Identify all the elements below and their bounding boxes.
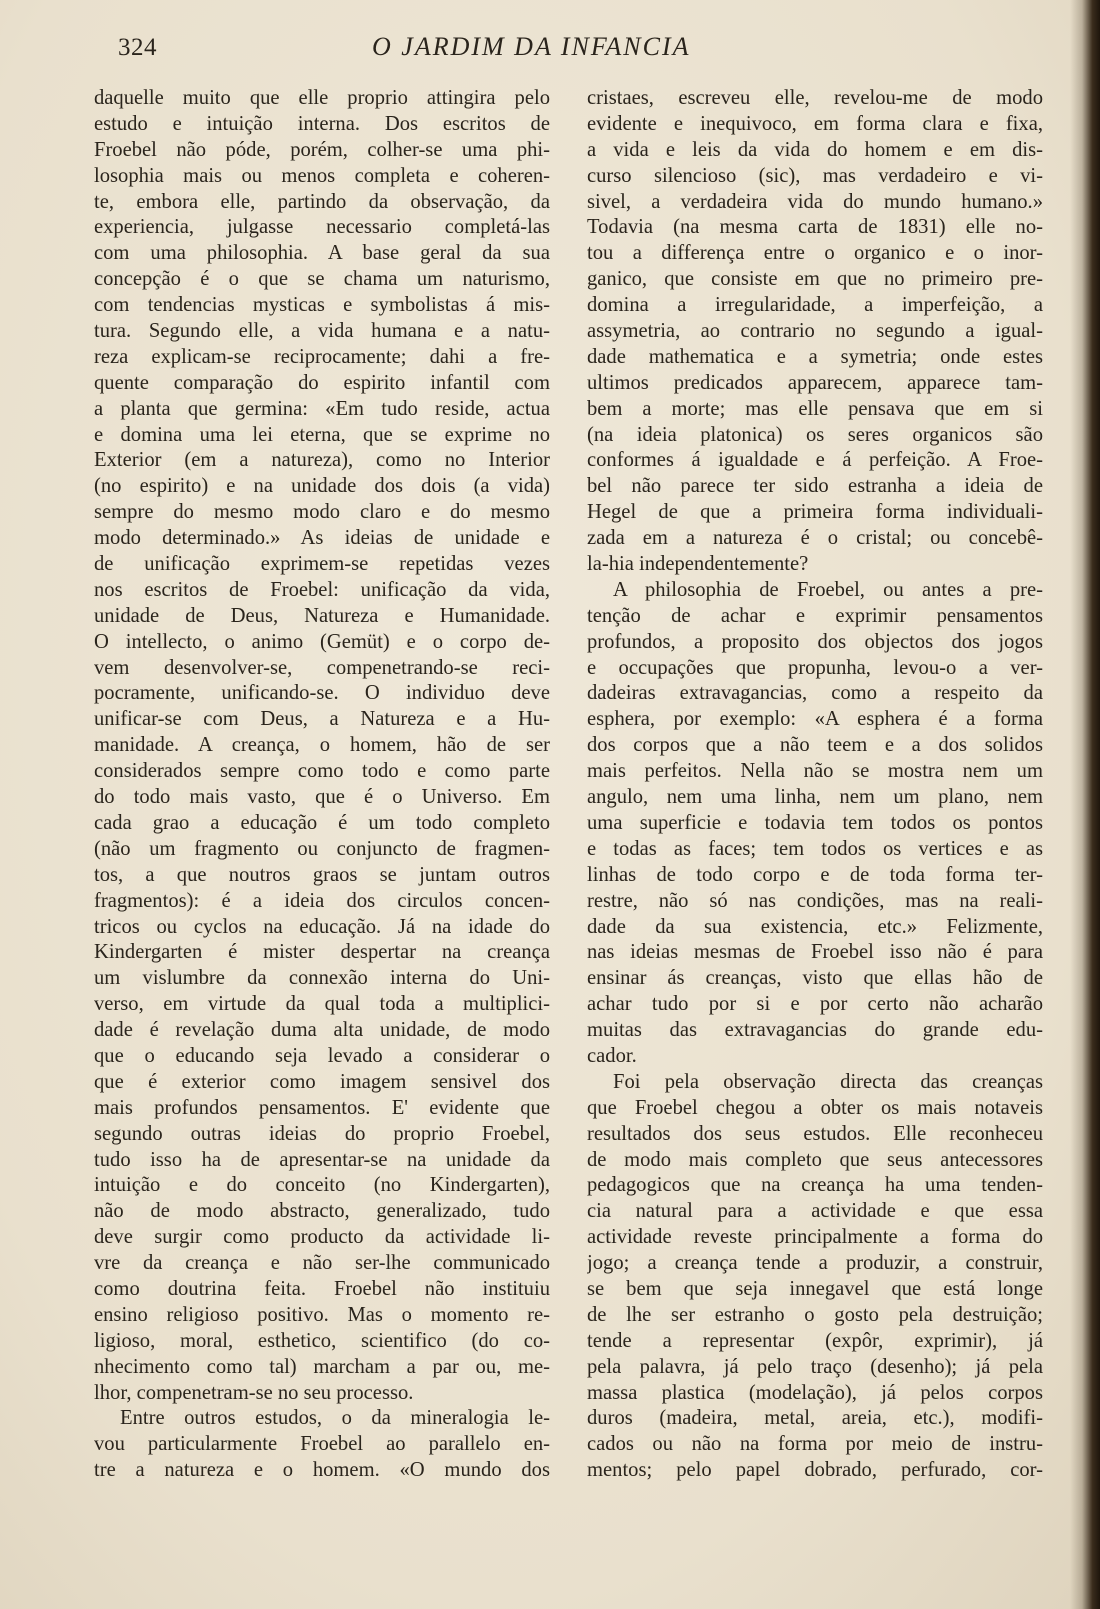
text-line: cada grao a educação é um todo completo	[94, 811, 550, 834]
text-line: dadeiras extravagancias, como a respeito da	[587, 682, 1043, 705]
text-line: curso silencioso (sic), mas verdadeiro e vi-	[587, 164, 1043, 187]
text-line: verso, em virtude da qual toda a multiplici-	[94, 993, 550, 1016]
text-line: actividade reveste principalmente a forma do	[587, 1226, 1043, 1249]
text-line: cador.	[587, 1044, 637, 1067]
text-line: conformes á igualdade e á perfeição. A Froe-	[587, 449, 1043, 472]
text-line: (no espirito) e na unidade dos dois (a vida)	[94, 475, 550, 498]
text-line: lhor, compenetram-se no seu processo.	[94, 1381, 414, 1404]
text-line: tricos ou cyclos na educação. Já na idade do	[94, 915, 550, 938]
text-line: Hegel de que a primeira forma individuali-	[587, 501, 1043, 524]
page-number: 324	[118, 34, 157, 61]
text-line: te, embora elle, partindo da observação, da	[94, 190, 550, 213]
text-line: com uma philosophia. A base geral da sua	[94, 242, 550, 265]
text-line: cristaes, escreveu elle, revelou-me de modo	[587, 87, 1043, 109]
text-line: pedagogicos que na creança ha uma tenden-	[587, 1174, 1043, 1197]
text-line: uma superficie e todavia tem todos os pontos	[587, 811, 1043, 834]
text-line: bel não parece ter sido estranha a ideia de	[587, 475, 1043, 498]
text-line: dade da sua existencia, etc.» Felizmente,	[587, 915, 1043, 938]
text-line: de modo mais completo que seus antecessores	[587, 1148, 1043, 1171]
text-line: tre a natureza e o homem. «O mundo dos	[94, 1459, 550, 1482]
text-line: segundo outras ideias do proprio Froebel,	[94, 1122, 550, 1145]
text-line: de unificação exprimem-se repetidas vezes	[94, 553, 550, 576]
text-line: se bem que seja innegavel que está longe	[587, 1277, 1043, 1300]
text-line: assymetria, ao contrario no segundo a igual-	[587, 320, 1043, 343]
page-header	[0, 30, 1060, 70]
text-line: restre, não só nas condições, mas na reali-	[587, 889, 1043, 912]
text-line: cados ou não na forma por meio de instru-	[587, 1433, 1043, 1456]
text-line: sempre do mesmo modo claro e do mesmo	[94, 501, 550, 524]
text-line: Foi pela observação directa das creanças	[613, 1070, 1043, 1093]
text-line: (na ideia platonica) os seres organicos são	[587, 423, 1043, 446]
text-line: tou a differença entre o organico e o inor-	[587, 242, 1043, 265]
text-line: Entre outros estudos, o da mineralogia le-	[120, 1407, 550, 1430]
text-line: considerados sempre como todo e como parte	[94, 760, 550, 783]
text-line: evidente e inequivoco, em forma clara e fixa,	[587, 112, 1043, 135]
text-line: que Froebel chegou a obter os mais notaveis	[587, 1096, 1043, 1119]
text-line: do todo mais vasto, que é o Universo. Em	[94, 786, 550, 809]
text-line: muitas das extravagancias do grande edu-	[587, 1019, 1043, 1042]
text-line: A philosophia de Froebel, ou antes a pre-	[613, 578, 1043, 601]
text-line: um vislumbre da connexão interna do Uni-	[94, 967, 550, 990]
text-line: duros (madeira, metal, areia, etc.), modifi-	[587, 1407, 1043, 1430]
text-line: que é exterior como imagem sensivel dos	[94, 1070, 550, 1093]
text-line: daquelle muito que elle proprio attingira pelo	[94, 87, 550, 109]
text-line: cia natural para a actividade e que essa	[587, 1200, 1043, 1223]
text-line: sivel, a verdadeira vida do mundo humano.»	[587, 190, 1043, 213]
text-line: pela palavra, já pelo traço (desenho); já pela	[587, 1355, 1043, 1378]
text-line: intuição e do conceito (no Kindergarten),	[94, 1174, 550, 1197]
text-line: mais profundos pensamentos. E' evidente que	[94, 1096, 550, 1119]
text-line: unificar-se com Deus, a Natureza e a Hu-	[94, 708, 550, 731]
text-line: Froebel não póde, porém, colher-se uma phi-	[94, 138, 550, 161]
left-text-column	[94, 86, 550, 1484]
text-line: de lhe ser estranho o gosto pela destruição;	[587, 1303, 1043, 1326]
text-line: zada em a natureza é o cristal; ou concebê-	[587, 527, 1043, 550]
text-line: ligioso, moral, esthetico, scientifico (do co-	[94, 1329, 550, 1352]
text-line: e domina uma lei eterna, que se exprime no	[94, 423, 550, 446]
text-line: dade é revelação duma alta unidade, de modo	[94, 1019, 550, 1042]
text-line: Exterior (em a natureza), como no Interior	[94, 449, 550, 472]
text-line: vou particularmente Froebel ao parallelo en-	[94, 1433, 550, 1456]
text-line: massa plastica (modelação), já pelos corpos	[587, 1381, 1043, 1404]
text-line: deve surgir como producto da actividade li-	[94, 1226, 550, 1249]
text-line: manidade. A creança, o homem, hão de ser	[94, 734, 550, 757]
text-line: vem desenvolver-se, compenetrando-se reci-	[94, 656, 550, 679]
text-line: dos corpos que a não teem e a dos solidos	[587, 734, 1043, 757]
text-line: domina a irregularidade, a imperfeição, a	[587, 294, 1043, 317]
text-line: esphera, por exemplo: «A esphera é a forma	[587, 708, 1043, 731]
text-line: profundos, a proposito dos objectos dos jogos	[587, 630, 1043, 653]
text-line: com tendencias mysticas e symbolistas á mis-	[94, 294, 550, 317]
text-line: nos escritos de Froebel: unificação da vida,	[94, 578, 550, 601]
text-line: (não um fragmento ou conjuncto de fragmen-	[94, 837, 550, 860]
text-line: ensino religioso positivo. Mas o momento re-	[94, 1303, 550, 1326]
text-line: a planta que germina: «Em tudo reside, actua	[94, 397, 550, 420]
text-line: tende a representar (expôr, exprimir), já	[587, 1329, 1043, 1352]
text-line: tos, a que noutros graos se juntam outros	[94, 863, 550, 886]
running-title: O JARDIM DA INFANCIA	[372, 32, 691, 61]
text-line: ultimos predicados apparecem, apparece tam-	[587, 371, 1043, 394]
text-line: experiencia, julgasse necessario completá-las	[94, 216, 550, 239]
text-line: Todavia (na mesma carta de 1831) elle no-	[587, 216, 1043, 239]
text-line: Kindergarten é mister despertar na creança	[94, 941, 550, 964]
text-line: ganico, que consiste em que no primeiro pre-	[587, 268, 1043, 291]
text-line: O intellecto, o animo (Gemüt) e o corpo de-	[94, 630, 550, 653]
text-line: quente comparação do espirito infantil com	[94, 371, 550, 394]
text-line: angulo, nem uma linha, nem um plano, nem	[587, 786, 1043, 809]
text-line: la-hia independentemente?	[587, 553, 809, 576]
text-line: vre da creança e não ser-lhe communicado	[94, 1252, 550, 1275]
text-line: reza explicam-se reciprocamente; dahi a fre-	[94, 345, 550, 368]
text-line: não de modo abstracto, generalizado, tudo	[94, 1200, 550, 1223]
text-line: linhas de todo corpo e de toda forma ter-	[587, 863, 1043, 886]
text-line: losophia mais ou menos completa e coheren-	[94, 164, 550, 187]
text-line: unidade de Deus, Natureza e Humanidade.	[94, 604, 550, 627]
right-text-column	[587, 86, 1043, 1484]
text-line: modo determinado.» As ideias de unidade e	[94, 527, 550, 550]
text-line: fragmentos): é a ideia dos circulos concen-	[94, 889, 550, 912]
text-line: estudo e intuição interna. Dos escritos de	[94, 112, 550, 135]
text-line: que o educando seja levado a considerar o	[94, 1044, 550, 1067]
text-line: tudo isso ha de apresentar-se na unidade da	[94, 1148, 550, 1171]
text-line: mentos; pelo papel dobrado, perfurado, cor-	[587, 1459, 1043, 1482]
text-line: tura. Segundo elle, a vida humana e a natu-	[94, 320, 550, 343]
text-line: pocramente, unificando-se. O individuo deve	[94, 682, 550, 705]
text-line: tenção de achar e exprimir pensamentos	[587, 604, 1043, 627]
text-line: mais perfeitos. Nella não se mostra nem um	[587, 760, 1043, 783]
page-edge-shadow	[1070, 0, 1100, 1609]
text-line: e todas as faces; tem todos os vertices e as	[587, 837, 1043, 860]
text-line: nhecimento como tal) marcham a par ou, me-	[94, 1355, 550, 1378]
text-line: a vida e leis da vida do homem e em dis-	[587, 138, 1043, 161]
text-line: ensinar ás creanças, visto que ellas hão de	[587, 967, 1043, 990]
text-line: dade mathematica e a symetria; onde estes	[587, 345, 1043, 368]
text-line: concepção é o que se chama um naturismo,	[94, 268, 550, 291]
text-line: nas ideias mesmas de Froebel isso não é para	[587, 941, 1043, 964]
text-line: resultados dos seus estudos. Elle reconheceu	[587, 1122, 1043, 1145]
text-line: jogo; a creança tende a produzir, a construir,	[587, 1252, 1043, 1275]
text-line: achar tudo por si e por certo não acharão	[587, 993, 1043, 1016]
text-line: como doutrina feita. Froebel não instituiu	[94, 1277, 550, 1300]
text-line: bem a morte; mas elle pensava que em si	[587, 397, 1043, 420]
text-line: e occupações que propunha, levou-o a ver-	[587, 656, 1043, 679]
